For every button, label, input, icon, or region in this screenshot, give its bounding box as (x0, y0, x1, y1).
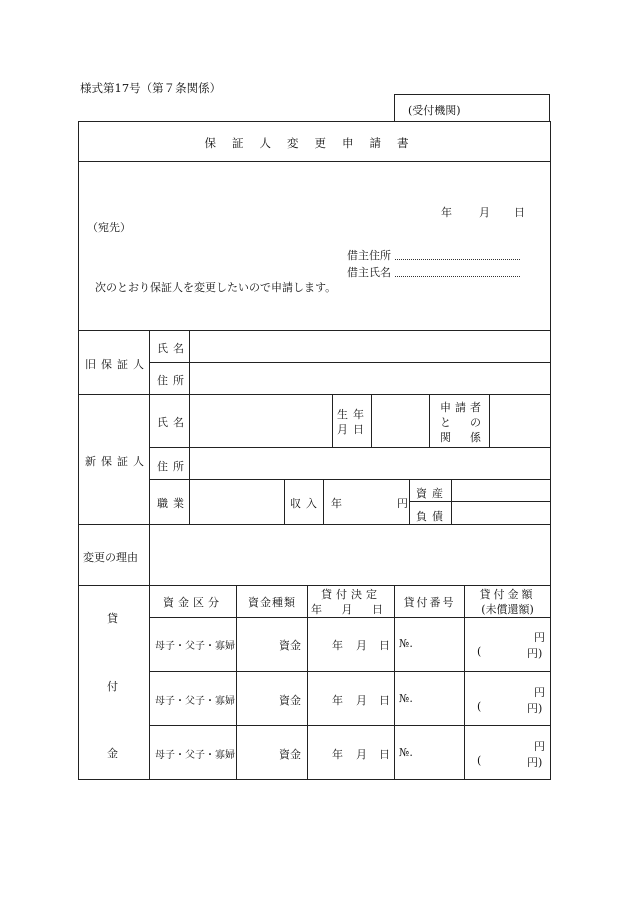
row-day: 日 (379, 694, 390, 707)
divider (284, 479, 285, 524)
income-year: 年 (331, 497, 342, 510)
borrower-address-label: 借主住所 (347, 249, 391, 262)
row-month: 月 (356, 748, 367, 761)
row-outstanding-yen: 円) (527, 647, 543, 660)
divider (149, 585, 150, 779)
divider (451, 479, 452, 524)
header-fund-type: 資金種類 (248, 596, 296, 609)
borrower-address-line (395, 259, 520, 260)
row-outstanding-yen: 円) (527, 702, 543, 715)
row-fund-type: 資金 (279, 748, 301, 761)
divider (79, 161, 550, 162)
form-number: 様式第17号（第７条関係） (80, 81, 222, 95)
divider (149, 617, 550, 618)
borrower-name-line (395, 276, 520, 277)
row-number: №. (399, 692, 413, 705)
row-category: 母子・父子・寡婦 (155, 641, 235, 652)
row-fund-type: 資金 (279, 639, 301, 652)
reception-label: (受付機関) (408, 104, 461, 117)
date-day: 日 (514, 206, 525, 219)
relation-label: 申請者 (440, 401, 485, 414)
liabilities-label: 負債 (416, 510, 448, 523)
old-guarantor-address-label: 住所 (157, 374, 189, 387)
row-amount-yen: 円 (534, 686, 545, 699)
income-label: 収入 (290, 497, 322, 510)
row-paren-open: ( (477, 645, 482, 658)
relation-label: 関係 (440, 431, 500, 444)
row-category: 母子・父子・寡婦 (155, 750, 235, 761)
divider (394, 585, 395, 779)
row-year: 年 (332, 694, 343, 707)
row-month: 月 (356, 639, 367, 652)
statement: 次のとおり保証人を変更したいので申請します。 (95, 281, 337, 294)
divider (149, 524, 150, 585)
relation-label: との (440, 416, 500, 429)
header-loan-amount: 貸付金額 (479, 588, 536, 601)
date-year: 年 (441, 206, 452, 219)
old-guarantor-name-label: 氏名 (157, 342, 189, 355)
header-loan-number: 貸付番号 (403, 596, 456, 609)
header-loan-decision: 貸付決定 (321, 588, 381, 601)
header-fund-category: 資金区分 (163, 596, 223, 609)
divider (189, 330, 190, 524)
row-category: 母子・父子・寡婦 (155, 696, 235, 707)
divider (149, 447, 550, 448)
reception-box (394, 94, 550, 121)
header-loan-decision-date: 年 月 日 (311, 603, 391, 616)
occupation-label: 職業 (157, 497, 189, 510)
row-paren-open: ( (477, 700, 482, 713)
application-form (78, 121, 551, 780)
change-reason-label: 変更の理由 (83, 551, 138, 564)
row-year: 年 (332, 639, 343, 652)
loan-side-label: 金 (107, 747, 118, 760)
date-month: 月 (479, 206, 490, 219)
row-outstanding-yen: 円) (527, 756, 543, 769)
divider (323, 479, 324, 524)
divider (332, 394, 333, 447)
header-outstanding: (未償還額) (481, 603, 534, 616)
assets-label: 資産 (416, 487, 448, 500)
birth-date-label: 月日 (337, 423, 369, 436)
divider (409, 501, 550, 502)
birth-date-label: 生年 (337, 408, 369, 421)
loan-side-label: 貸 (107, 612, 118, 625)
row-day: 日 (379, 639, 390, 652)
divider (149, 362, 550, 363)
row-amount-yen: 円 (534, 740, 545, 753)
divider (429, 394, 430, 447)
row-day: 日 (379, 748, 390, 761)
row-amount-yen: 円 (534, 631, 545, 644)
row-paren-open: ( (477, 754, 482, 767)
borrower-name-label: 借主氏名 (347, 266, 391, 279)
divider (409, 479, 410, 524)
loan-side-label: 付 (107, 680, 118, 693)
row-fund-type: 資金 (279, 694, 301, 707)
row-number: №. (399, 637, 413, 650)
old-guarantor-label: 旧保証人 (85, 358, 149, 371)
divider (149, 330, 150, 524)
new-guarantor-address-label: 住所 (157, 460, 189, 473)
row-year: 年 (332, 748, 343, 761)
divider (371, 394, 372, 447)
divider (149, 725, 550, 726)
new-guarantor-label: 新保証人 (85, 455, 149, 468)
income-yen: 円 (397, 497, 408, 510)
row-month: 月 (356, 694, 367, 707)
divider (236, 585, 237, 779)
form-title: 保証人変更申請書 (204, 136, 425, 150)
new-guarantor-name-label: 氏名 (157, 416, 189, 429)
divider (149, 671, 550, 672)
divider (149, 479, 550, 480)
row-number: №. (399, 746, 413, 759)
addressee: （宛先） (87, 221, 131, 234)
